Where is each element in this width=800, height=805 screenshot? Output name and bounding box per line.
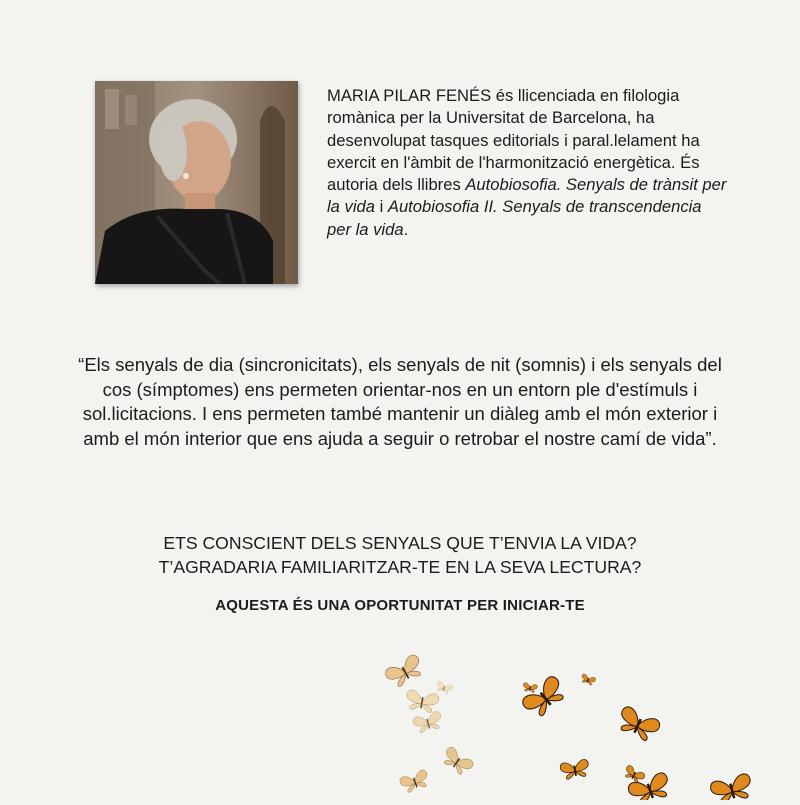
butterfly-icon <box>522 682 537 693</box>
book-title-1: Autobiosofia. Senyals de trànsit per la vida <box>327 175 727 217</box>
bio-text-part-3: . <box>403 219 409 239</box>
butterfly-icon <box>440 746 475 778</box>
author-portrait <box>95 81 298 284</box>
butterfly-decoration <box>380 640 800 800</box>
butterfly-icon <box>412 711 444 735</box>
butterfly-icon <box>520 674 569 721</box>
author-bio <box>327 85 727 241</box>
butterfly-icon <box>435 680 453 695</box>
call-to-action: AQUESTA ÉS UNA OPORTUNITAT PER INICIAR-TE <box>215 597 585 614</box>
butterfly-icon <box>384 653 426 690</box>
quote-text: “Els senyals de dia (sincronicitats), els senyals de nit (somnis) i els senyals del cos (símptomes) ens permeten orientar-nos en un entorn ple d'estímuls i sol.licitacions. I ens permeten també mantenir un diàleg amb el món exterior i amb el món interior que ens ajuda a seguir o retrobar el nostre camí de vida”. <box>78 354 722 449</box>
bio-text-part-2: i <box>374 197 388 217</box>
butterfly-icon <box>560 759 591 780</box>
question-line-1: ETS CONSCIENT DELS SENYALS QUE T’ENVIA LA VIDA? <box>163 533 637 553</box>
butterfly-icon <box>622 764 646 784</box>
question-line-2: T’AGRADARIA FAMILIARITZAR-TE EN LA SEVA LECTURA? <box>158 556 642 577</box>
author-name: MARIA PILAR FENÉS <box>327 86 492 105</box>
butterfly-icon <box>615 705 662 744</box>
bio-text-part-1: és llicenciada en filologia romànica per la Universitat de Barcelona, ha desenvolupat tasques editorials i paral.lelament ha exercit en l'àmbit de l'harmonització energètica. És autoria dels llibres <box>327 86 700 195</box>
butterfly-icon <box>399 769 431 794</box>
question-block <box>60 532 740 579</box>
butterfly-icon <box>580 673 596 686</box>
butterfly-icon <box>405 689 440 714</box>
book-title-2: Autobiosofia II. Senyals de transcendencia per la vida <box>327 197 702 239</box>
butterfly-icon <box>709 773 754 800</box>
